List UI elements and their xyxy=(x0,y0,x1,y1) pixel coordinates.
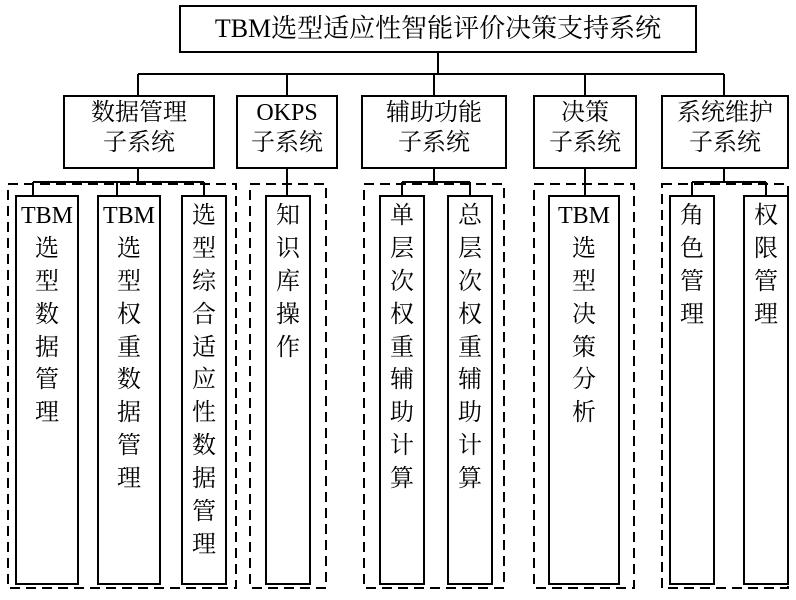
module-role-management: 角 色 管 理 xyxy=(680,203,704,328)
module-knowledge-base: 知 识 库 操 作 xyxy=(276,203,300,361)
module-tbm-selection-data: TBM 选 型 数 据 管 理 xyxy=(20,203,73,427)
module-selection-adaptability-data: 选 型 综 合 适 应 性 数 据 管 理 xyxy=(192,203,216,558)
root-title: TBM选型适应性智能评价决策支持系统 xyxy=(214,14,662,43)
subsystem-data-management: 数据管理 子系统 xyxy=(91,100,187,156)
subsystem-auxiliary: 辅助功能 子系统 xyxy=(386,100,482,156)
module-permission-management: 权 限 管 理 xyxy=(754,203,778,328)
subsystem-decision: 决策 子系统 xyxy=(549,100,621,156)
module-tbm-selection-weight-data: TBM 选 型 权 重 数 据 管 理 xyxy=(102,203,155,492)
module-tbm-decision-analysis: TBM 选 型 决 策 分 析 xyxy=(557,203,610,427)
module-single-level-weight: 单 层 次 权 重 辅 助 计 算 xyxy=(390,203,414,492)
subsystem-maintenance: 系统维护 子系统 xyxy=(677,100,773,156)
subsystem-okps: OKPS 子系统 xyxy=(251,100,323,156)
module-total-level-weight: 总 层 次 权 重 辅 助 计 算 xyxy=(458,203,482,492)
